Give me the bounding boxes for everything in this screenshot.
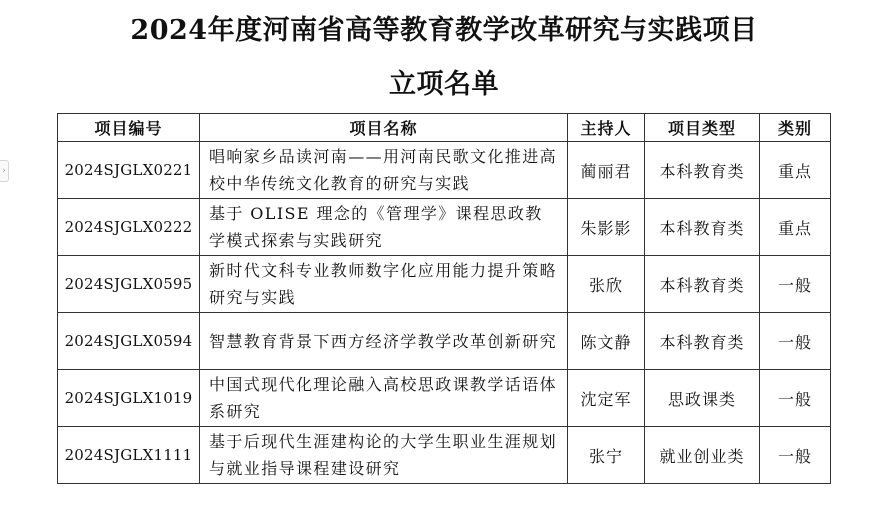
project-code: 2024SJGLX0222 <box>58 199 200 256</box>
project-category: 一般 <box>760 427 831 484</box>
page-subtitle: 立项名单 <box>389 69 499 100</box>
project-host: 张欣 <box>568 256 645 313</box>
project-name: 中国式现代化理论融入高校思政课教学话语体系研究 <box>200 370 568 427</box>
project-type: 本科教育类 <box>645 256 760 313</box>
project-code: 2024SJGLX1019 <box>58 370 200 427</box>
project-code: 2024SJGLX1111 <box>58 427 200 484</box>
project-table <box>57 113 831 484</box>
project-host: 蔺丽君 <box>568 142 645 199</box>
project-host: 张宁 <box>568 427 645 484</box>
table-row <box>58 142 831 199</box>
project-code: 2024SJGLX0595 <box>58 256 200 313</box>
project-category: 一般 <box>760 256 831 313</box>
table-row <box>58 199 831 256</box>
table-row <box>58 256 831 313</box>
table-row <box>58 427 831 484</box>
project-type: 本科教育类 <box>645 199 760 256</box>
project-type: 就业创业类 <box>645 427 760 484</box>
table-row <box>58 313 831 370</box>
table-header-row <box>58 114 831 142</box>
project-type: 思政课类 <box>645 370 760 427</box>
page-title: 2024年度河南省高等教育教学改革研究与实践项目 <box>130 15 758 46</box>
project-type: 本科教育类 <box>645 142 760 199</box>
table-row <box>58 370 831 427</box>
project-name: 基于 OLISE 理念的《管理学》课程思政教学模式探索与实践研究 <box>200 199 568 256</box>
project-code: 2024SJGLX0594 <box>58 313 200 370</box>
project-name: 新时代文科专业教师数字化应用能力提升策略研究与实践 <box>200 256 568 313</box>
header-host: 主持人 <box>568 114 645 142</box>
project-host: 朱影影 <box>568 199 645 256</box>
header-project-type: 项目类型 <box>645 114 760 142</box>
project-name: 唱响家乡品读河南——用河南民歌文化推进高校中华传统文化教育的研究与实践 <box>200 142 568 199</box>
project-category: 一般 <box>760 370 831 427</box>
header-project-code: 项目编号 <box>58 114 200 142</box>
project-name: 基于后现代生涯建构论的大学生职业生涯规划与就业指导课程建设研究 <box>200 427 568 484</box>
project-category: 重点 <box>760 142 831 199</box>
project-category: 一般 <box>760 313 831 370</box>
project-code: 2024SJGLX0221 <box>58 142 200 199</box>
project-name: 智慧教育背景下西方经济学教学改革创新研究 <box>200 313 568 370</box>
project-host: 沈定军 <box>568 370 645 427</box>
project-type: 本科教育类 <box>645 313 760 370</box>
header-category: 类别 <box>760 114 831 142</box>
project-category: 重点 <box>760 199 831 256</box>
collapse-handle-icon[interactable]: › <box>0 160 9 182</box>
header-project-name: 项目名称 <box>200 114 568 142</box>
project-host: 陈文静 <box>568 313 645 370</box>
